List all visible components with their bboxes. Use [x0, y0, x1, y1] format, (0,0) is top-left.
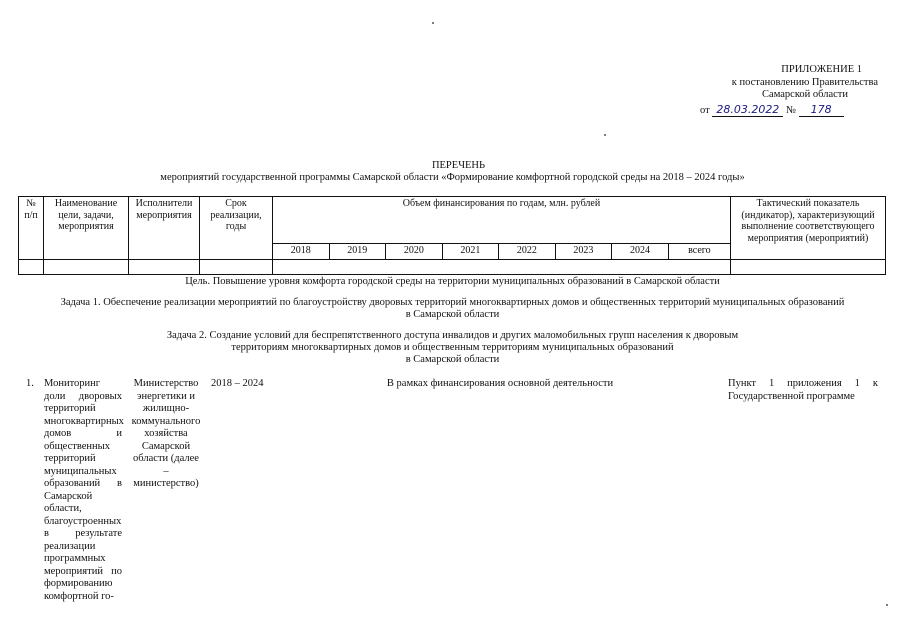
row-1-indicator: Пункт 1 приложения 1 к Государственной программе	[728, 378, 878, 402]
number-prefix: №	[785, 104, 796, 116]
year-total-cell: всего	[668, 244, 730, 260]
appendix-line-2: к постановлению Правительства	[731, 76, 878, 88]
spacer-row	[19, 260, 886, 275]
year-cell: 2021	[442, 244, 499, 260]
year-cell: 2019	[329, 244, 386, 260]
col-term-header: Срок реализации, годы	[200, 197, 273, 260]
task-2-line-1: Задача 2. Создание условий для беспрепятственного доступа инвалидов и других маломобильных групп населения к дворовым	[166, 330, 739, 341]
scan-speck	[432, 22, 434, 24]
scan-speck	[886, 604, 888, 606]
scan-speck	[604, 134, 606, 136]
task-2-line-2: территориям многоквартирных домов и общественным территориям муниципальных образований	[231, 342, 674, 353]
spacer-cell	[19, 260, 44, 275]
row-1-number: 1.	[26, 378, 34, 389]
col-exec-header: Исполнители мероприятия	[129, 197, 200, 260]
row-1-financing: В рамках финансирования основной деятельности	[386, 378, 614, 389]
goal-text: Цель. Повышение уровня комфорта городской среды на территории муниципальных образований в Самарской области	[185, 276, 720, 287]
spacer-cell	[273, 260, 731, 275]
year-cell: 2022	[499, 244, 556, 260]
row-1-name: Мониторинг доли дворовых территорий многоквартирных домов и общественных территорий муниципальных образований в Самарской области, благоустроенных в результате реализации программных мероприятий по формированию комфортной го-	[44, 378, 124, 602]
year-cell: 2018	[273, 244, 330, 260]
col-name-header: Наименование цели, задачи, мероприятия	[44, 197, 129, 260]
col-num-header: № п/п	[19, 197, 44, 260]
spacer-cell	[731, 260, 886, 275]
year-cell: 2020	[386, 244, 443, 260]
header-row	[19, 197, 886, 244]
row-1-executor: Министерство энергетики и жилищно-коммунального хозяйства Самарской области (далее – министерство)	[131, 378, 201, 489]
appendix-block	[690, 64, 890, 117]
document-heading: ПЕРЕЧЕНЬ	[431, 160, 486, 171]
appendix-date-line	[690, 104, 890, 118]
row-1-term: 2018 – 2024	[211, 378, 264, 389]
task-2-block	[0, 330, 905, 366]
spacer-cell	[44, 260, 129, 275]
number-handwritten: 178	[799, 103, 844, 117]
date-handwritten: 28.03.2022	[712, 103, 783, 117]
task-1-text: Задача 1. Обеспечение реализации мероприятий по благоустройству дворовых территорий многоквартирных домов и общественных территорий муниципальных образований в Самарской области	[60, 297, 845, 320]
header-table	[18, 196, 886, 275]
year-cell: 2024	[612, 244, 669, 260]
col-indicator-header: Тактический показатель (индикатор), характеризующий выполнение соответствующего мероприятия (мероприятий)	[731, 197, 886, 260]
document-subtitle: мероприятий государственной программы Самарской области «Формирование комфортной городской среды на 2018 – 2024 годы»	[160, 172, 745, 183]
col-fin-header: Объем финансирования по годам, млн. рублей	[273, 197, 731, 244]
appendix-title: ПРИЛОЖЕНИЕ 1	[781, 64, 862, 75]
document-title	[0, 160, 905, 184]
appendix-line-3: Самарской области	[762, 89, 848, 100]
spacer-cell	[200, 260, 273, 275]
year-cell: 2023	[555, 244, 612, 260]
date-prefix: от	[700, 104, 710, 116]
spacer-cell	[129, 260, 200, 275]
task-2-line-3: в Самарской области	[405, 354, 500, 365]
